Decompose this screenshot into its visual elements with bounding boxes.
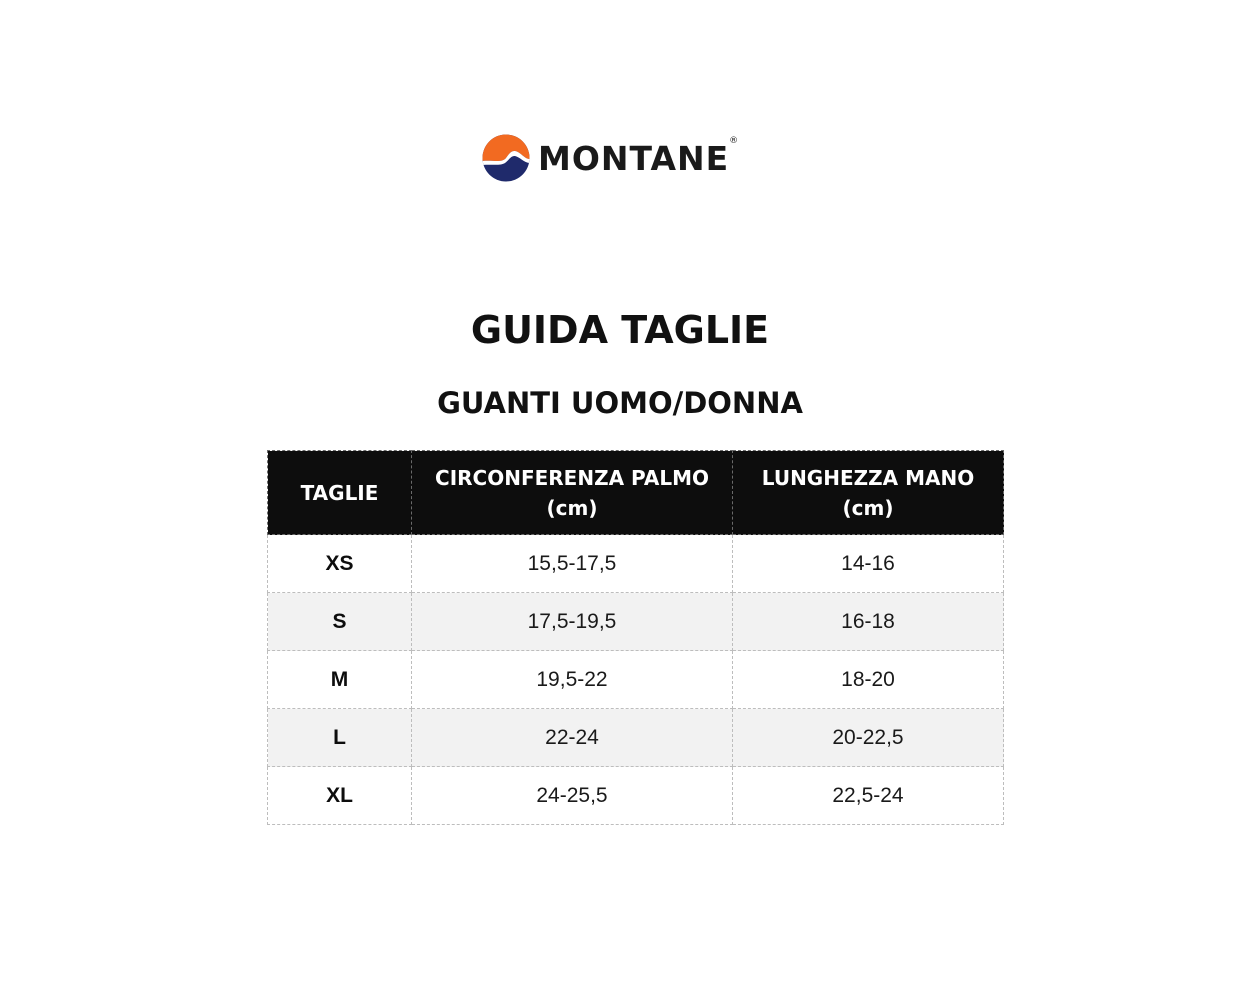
- page-title: GUIDA TAGLIE: [470, 308, 770, 352]
- column-header-unit: (cm): [842, 495, 894, 520]
- montane-logo-icon: [482, 134, 530, 182]
- page-subtitle: GUANTI UOMO/DONNA: [437, 386, 803, 420]
- palm-cell: 15,5-17,5: [412, 535, 733, 593]
- table-row: [268, 651, 1004, 709]
- column-header-size: [268, 451, 412, 535]
- hand-cell: 14-16: [733, 535, 1004, 593]
- hand-cell: 20-22,5: [733, 709, 1004, 767]
- size-cell: XS: [268, 535, 412, 593]
- column-header-label: LUNGHEZZA MANO: [761, 465, 975, 490]
- palm-cell: 22-24: [412, 709, 733, 767]
- table-row: [268, 709, 1004, 767]
- hand-cell: 22,5-24: [733, 767, 1004, 825]
- brand-logo: [482, 133, 739, 183]
- table-row: [268, 767, 1004, 825]
- hand-cell: 16-18: [733, 593, 1004, 651]
- size-cell: M: [268, 651, 412, 709]
- brand-name: MONTANE: [538, 138, 730, 178]
- palm-cell: 19,5-22: [412, 651, 733, 709]
- size-guide-table: [267, 450, 1004, 825]
- size-cell: L: [268, 709, 412, 767]
- size-cell: XL: [268, 767, 412, 825]
- palm-cell: 17,5-19,5: [412, 593, 733, 651]
- column-header-label: TAGLIE: [300, 480, 379, 505]
- column-header-unit: (cm): [546, 495, 598, 520]
- table-header-row: [268, 451, 1004, 535]
- column-header-palm-circumference: [412, 451, 733, 535]
- palm-cell: 24-25,5: [412, 767, 733, 825]
- table-row: [268, 535, 1004, 593]
- brand-wordmark: [538, 135, 739, 178]
- table-row: [268, 593, 1004, 651]
- column-header-hand-length: [733, 451, 1004, 535]
- column-header-label: CIRCONFERENZA PALMO: [435, 465, 709, 490]
- size-cell: S: [268, 593, 412, 651]
- hand-cell: 18-20: [733, 651, 1004, 709]
- registered-mark: ®: [729, 135, 739, 146]
